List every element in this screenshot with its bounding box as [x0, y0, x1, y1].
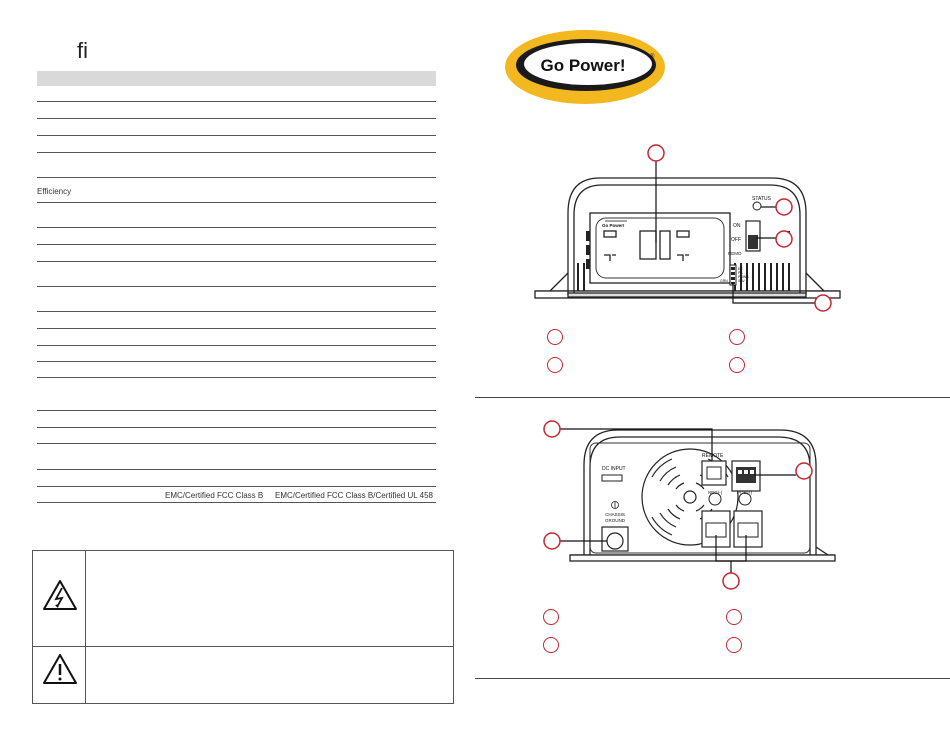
- warnings-column-divider: [85, 551, 86, 703]
- status-led: [753, 202, 761, 210]
- remote-port[interactable]: [702, 461, 726, 485]
- callout-status-led: [776, 199, 792, 215]
- spec-row-divider: [37, 177, 436, 178]
- pos-label: POS(+): [737, 490, 753, 495]
- spec-table-header: [37, 71, 436, 86]
- remote-label: REMO: [728, 251, 742, 256]
- section-heading-glyph: ﬁ: [77, 38, 88, 63]
- chassis-label-2: GROUND: [605, 518, 625, 523]
- dc-input-label: DC INPUT: [602, 466, 626, 472]
- legend-callout: [726, 609, 742, 625]
- spec-label-efficiency: Efficiency: [37, 187, 72, 196]
- callout-remote-port: [544, 421, 560, 437]
- spec-row-divider: [37, 261, 436, 262]
- legend-callout: [547, 357, 563, 373]
- dip-label: POWS: [738, 275, 749, 279]
- spec-row-divider: [37, 486, 436, 487]
- dip-label: EC: [738, 267, 743, 271]
- spec-row-divider: [37, 443, 436, 444]
- section-divider: [475, 397, 950, 398]
- spec-row-divider: [37, 361, 436, 362]
- front-badge-text: Go Power!: [602, 223, 625, 228]
- section-divider: [475, 678, 950, 679]
- spec-row-divider: [37, 152, 436, 153]
- remote-port-label: REMOTE: [702, 453, 724, 459]
- logo-text: Go Power!: [540, 56, 626, 75]
- callout-battery-ports: [723, 573, 739, 589]
- callout-terminal-block: [796, 463, 812, 479]
- legend-callout: [547, 329, 563, 345]
- neg-label: NEG(-): [708, 490, 723, 495]
- callout-dip-switch: [815, 295, 831, 311]
- caution-warning-icon: [42, 653, 78, 685]
- legend-callout: [729, 329, 745, 345]
- dip-label: SAV: [738, 279, 745, 283]
- callout-chassis-ground: [544, 533, 560, 549]
- warnings-row-divider: [33, 646, 453, 647]
- spec-row-divider: [37, 328, 436, 329]
- warnings-box: [32, 550, 454, 704]
- front-panel-diagram: [530, 143, 870, 318]
- compliance-cell-2: EMC/Certified FCC Class B/Certified UL 458: [275, 491, 433, 500]
- spec-row-divider: [37, 345, 436, 346]
- dip-label: PS: [738, 271, 743, 275]
- spec-row-divider: [37, 202, 436, 203]
- spec-row-divider: [37, 227, 436, 228]
- spec-row-divider: [37, 286, 436, 287]
- spec-row-divider: [37, 135, 436, 136]
- spec-row-divider: [37, 469, 436, 470]
- on-label: ON: [733, 223, 741, 229]
- right-page: [475, 0, 950, 734]
- spec-row-divider: [37, 101, 436, 102]
- chassis-label-1: CHASSIS: [605, 512, 625, 517]
- callout-outlet: [648, 145, 664, 161]
- logo-registered-mark: ®: [650, 54, 655, 60]
- legend-callout: [543, 637, 559, 653]
- electric-shock-warning-icon: [42, 579, 78, 611]
- chassis-ground-terminal[interactable]: [607, 533, 623, 549]
- spec-row-divider: [37, 410, 436, 411]
- status-label: STATUS: [752, 196, 771, 202]
- spec-row-divider: [37, 377, 436, 378]
- legend-callout: [543, 609, 559, 625]
- off-label: OFF: [731, 237, 741, 243]
- rear-panel-diagram: [540, 415, 840, 595]
- callout-power-switch: [776, 231, 792, 247]
- spec-row-divider: [37, 427, 436, 428]
- go-power-logo: [502, 27, 668, 107]
- legend-callout: [729, 357, 745, 373]
- spec-row-divider: [37, 244, 436, 245]
- compliance-cell-1: EMC/Certified FCC Class B: [165, 491, 264, 500]
- spec-row-divider: [37, 311, 436, 312]
- dip-side-label: GRN: [720, 279, 728, 283]
- remote-terminal-block[interactable]: [736, 467, 756, 483]
- spec-row-divider: [37, 502, 436, 503]
- legend-callout: [726, 637, 742, 653]
- spec-row-divider: [37, 118, 436, 119]
